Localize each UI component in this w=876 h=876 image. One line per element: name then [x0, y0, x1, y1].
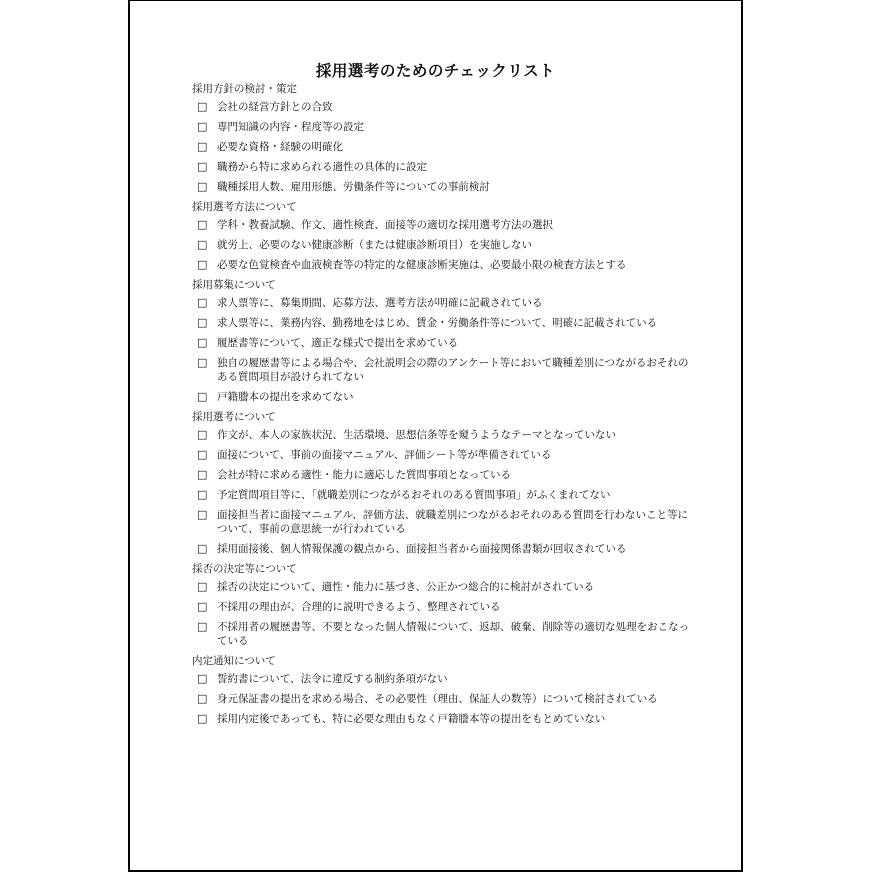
checklist-section — [192, 410, 692, 556]
checkbox-icon[interactable]: □ — [197, 356, 208, 369]
checklist-item-text: 必要な色覚検査や血液検査等の特定的な健康診断実施は、必要最小限の検査方法とする — [217, 259, 627, 271]
document-page — [128, 0, 743, 872]
checklist-item-text: 専門知識の内容・程度等の設定 — [217, 121, 364, 133]
checkbox-icon[interactable]: □ — [197, 488, 208, 501]
section-heading: 採用募集について — [192, 279, 276, 291]
checklist-item-text: 会社が特に求める適性・能力に適応した質問事項となっている — [217, 469, 511, 481]
checklist-item-text: 求人票等に、募集期間、応募方法、選考方法が明確に記載されている — [217, 297, 543, 309]
checklist-item — [192, 712, 692, 726]
checklist-item-text: 職種採用人数、雇用形態、労働条件等についての事前検討 — [217, 181, 490, 193]
checklist-item — [192, 238, 692, 252]
checkbox-icon[interactable]: □ — [197, 468, 208, 481]
checklist-item — [192, 508, 692, 536]
checklist-item — [192, 218, 692, 232]
checklist-item — [192, 296, 692, 310]
checklist-item — [192, 580, 692, 594]
checklist-section — [192, 278, 692, 404]
checklist-item — [192, 488, 692, 502]
checkbox-icon[interactable]: □ — [197, 390, 208, 403]
checkbox-icon[interactable]: □ — [197, 672, 208, 685]
checklist-item-text: 採用面接後、個人情報保護の観点から、面接担当者から面接関係書類が回収されている — [217, 543, 627, 555]
checkbox-icon[interactable]: □ — [197, 296, 208, 309]
checklist-item — [192, 160, 692, 174]
checkbox-icon[interactable]: □ — [197, 620, 208, 633]
checkbox-icon[interactable]: □ — [197, 218, 208, 231]
checklist-item-text: 会社の経営方針との合致 — [217, 101, 333, 113]
document-title: 採用選考のためのチェックリスト — [315, 62, 556, 80]
checklist-item — [192, 542, 692, 556]
checklist-item — [192, 336, 692, 350]
checklist-item-text: 面接について、事前の面接マニュアル、評価シート等が準備されている — [217, 449, 552, 461]
checklist-item-text: 不採用の理由が、合理的に説明できるよう、整理されている — [217, 601, 501, 613]
checklist-item-text: 採否の決定について、適性・能力に基づき、公正かつ総合的に検討がされている — [217, 581, 595, 593]
checklist-item-text: 誓約書について、法令に違反する制約条項がない — [217, 673, 448, 685]
checkbox-icon[interactable]: □ — [197, 140, 208, 153]
checklist-item-text: 予定質問項目等に、「就職差別につながるおそれのある質問事項」がふくまれてない — [217, 489, 611, 501]
section-heading: 採否の決定等について — [192, 563, 297, 575]
checklist-item-text: 求人票等に、業務内容、勤務地をはじめ、賃金・労働条件等について、明確に記載されている — [217, 317, 658, 329]
checklist-item-text: 面接担当者に面接マニュアル、評価方法、就職差別につながるおそれのある質問を行わないこと等について、事前の意思統一が行われている — [217, 509, 689, 535]
checklist-item — [192, 620, 692, 648]
checklist-item — [192, 600, 692, 614]
checkbox-icon[interactable]: □ — [197, 160, 208, 173]
checklist-item-text: 学科・教養試験、作文、適性検査、面接等の適切な採用選考方法の選択 — [217, 219, 553, 231]
checkbox-icon[interactable]: □ — [197, 238, 208, 251]
checkbox-icon[interactable]: □ — [197, 508, 208, 521]
checklist-item — [192, 140, 692, 154]
checklist-item-text: 作文が、本人の家族状況、生活環境、思想信条等を窺うようなテーマとなっていない — [217, 429, 616, 441]
checklist-item-text: 不採用者の履歴書等、不要となった個人情報について、返却、破棄、削除等の適切な処理をおこなっている — [217, 621, 690, 647]
checklist-item-text: 独自の履歴書等による場合や、会社説明会の際のアンケート等において職種差別につながるおそれのある質問項目が設けられてない — [217, 357, 689, 383]
checklist-item — [192, 180, 692, 194]
checkbox-icon[interactable]: □ — [197, 258, 208, 271]
checklist-item — [192, 428, 692, 442]
checkbox-icon[interactable]: □ — [197, 542, 208, 555]
checkbox-icon[interactable]: □ — [197, 180, 208, 193]
checklist-item — [192, 692, 692, 706]
checklist-item-text: 職務から特に求められる適性の具体的に設定 — [217, 161, 427, 173]
checklist-item-text: 採用内定後であっても、特に必要な理由もなく戸籍謄本等の提出をもとめていない — [217, 713, 606, 725]
checklist-item — [192, 258, 692, 272]
checkbox-icon[interactable]: □ — [197, 100, 208, 113]
checkbox-icon[interactable]: □ — [197, 428, 208, 441]
checklist-section — [192, 654, 692, 726]
section-heading: 採用方針の検討・策定 — [192, 83, 297, 95]
checkbox-icon[interactable]: □ — [197, 712, 208, 725]
section-heading: 採用選考について — [192, 411, 276, 423]
checklist-item-text: 履歴書等について、適正な様式で提出を求めている — [217, 337, 459, 349]
checklist-section — [192, 82, 692, 194]
checkbox-icon[interactable]: □ — [197, 692, 208, 705]
checklist-item-text: 戸籍謄本の提出を求めてない — [217, 391, 354, 403]
checklist-item — [192, 100, 692, 114]
checklist-section — [192, 200, 692, 272]
checklist-item-text: 必要な資格・経験の明確化 — [217, 141, 343, 153]
checkbox-icon[interactable]: □ — [197, 316, 208, 329]
checklist — [192, 82, 692, 732]
checklist-item — [192, 316, 692, 330]
checklist-item — [192, 448, 692, 462]
checklist-item — [192, 390, 692, 404]
checklist-section — [192, 562, 692, 648]
checklist-item — [192, 672, 692, 686]
section-heading: 内定通知について — [192, 655, 276, 667]
checkbox-icon[interactable]: □ — [197, 120, 208, 133]
checkbox-icon[interactable]: □ — [197, 580, 208, 593]
checklist-item-text: 就労上、必要のない健康診断（または健康診断項目）を実施しない — [217, 239, 532, 251]
checkbox-icon[interactable]: □ — [197, 448, 208, 461]
checklist-item — [192, 468, 692, 482]
checklist-item — [192, 356, 692, 384]
checkbox-icon[interactable]: □ — [197, 336, 208, 349]
section-heading: 採用選考方法について — [192, 201, 297, 213]
checklist-item-text: 身元保証書の提出を求める場合、その必要性（理由、保証人の数等）について検討されている — [217, 693, 658, 705]
checkbox-icon[interactable]: □ — [197, 600, 208, 613]
checklist-item — [192, 120, 692, 134]
